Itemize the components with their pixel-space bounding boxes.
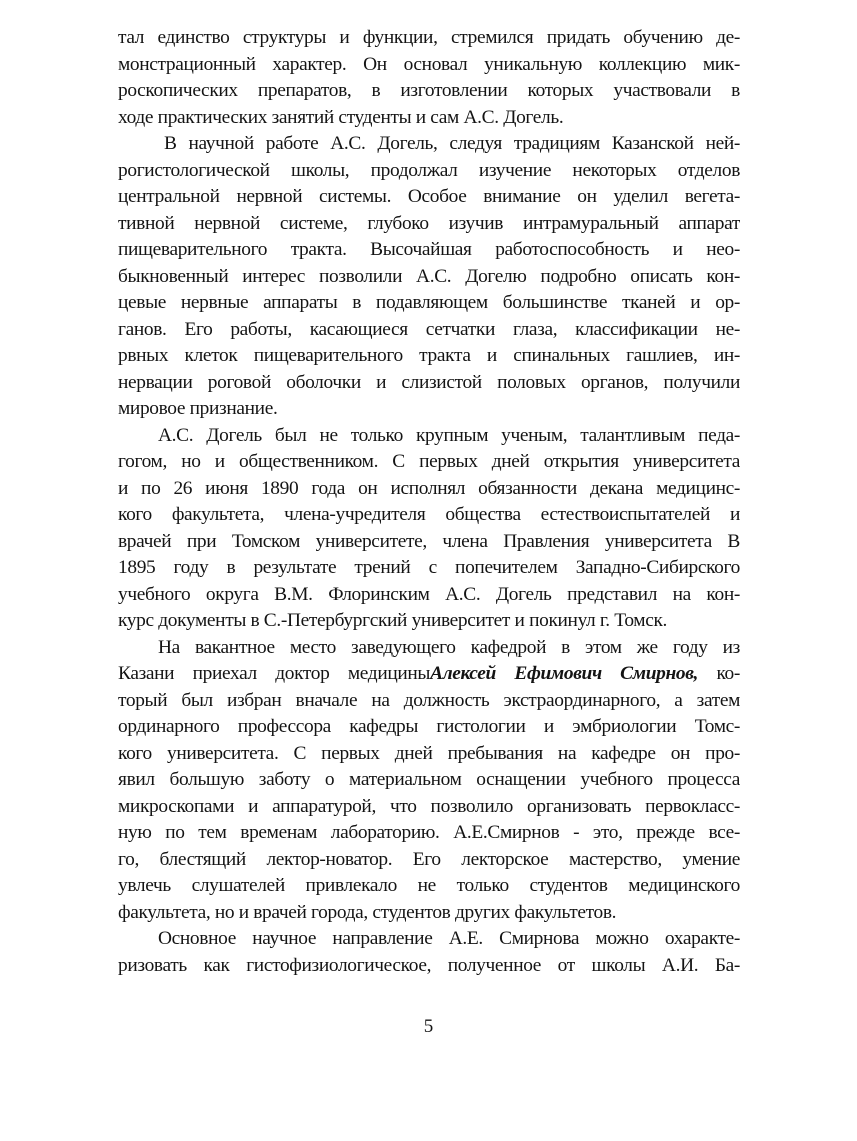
- text-line: пищеварительного тракта. Высочайшая работоспособность и нео-: [118, 239, 740, 260]
- text-line: курс документы в С.-Петербургский университет и покинул г. Томск.: [118, 610, 668, 631]
- text-line: роскопических препаратов, в изготовлении которых участвовали в: [118, 80, 740, 101]
- text-line: го, блестящий лектор-новатор. Его лекторское мастерство, умение: [118, 848, 740, 870]
- text-line-with-name: [118, 661, 740, 688]
- text-line: На вакантное место заведующего кафедрой в этом же году из: [158, 636, 740, 658]
- text-line: Основное научное направление А.Е. Смирнова можно охаракте-: [158, 928, 740, 949]
- text-line: кого университета. С первых дней пребывания на кафедре он про-: [118, 742, 740, 764]
- text-line: А.С. Догель был не только крупным ученым, талантливым педа-: [158, 424, 740, 446]
- text-line: явил большую заботу о материальном оснащении учебного процесса: [118, 769, 740, 790]
- text-line: ходе практических занятий студенты и сам А.С. Догель.: [118, 106, 564, 128]
- text-fragment: ко-: [698, 663, 740, 684]
- text-line: нервации роговой оболочки и слизистой половых органов, получили: [118, 371, 740, 393]
- person-name-emphasis: Алексей Ефимович Смирнов,: [430, 663, 699, 684]
- text-line: врачей при Томском университете, члена Правления университета В: [118, 530, 740, 552]
- text-line: и по 26 июня 1890 года он исполнял обязанности декана медицинс-: [118, 477, 740, 499]
- text-line: 1895 году в результате трений с попечителем Западно-Сибирского: [118, 557, 740, 578]
- text-line: микроскопами и аппаратурой, что позволило организовать первокласс-: [118, 795, 740, 817]
- text-line: В научной работе А.С. Догель, следуя традициям Казанской ней-: [164, 133, 740, 154]
- text-line: рвных клеток пищеварительного тракта и спинальных гашлиев, ин-: [118, 345, 740, 366]
- text-line: учебного округа В.М. Флоринским А.С. Догель представил на кон-: [118, 583, 740, 605]
- text-line: кого факультета, члена-учредителя общества естествоиспытателей и: [118, 504, 740, 525]
- text-line: мировое признание.: [118, 398, 278, 419]
- text-line: увлечь слушателей привлекало не только студентов медицинского: [118, 875, 740, 896]
- text-line: торый был избран вначале на должность экстраординарного, а затем: [118, 689, 740, 711]
- text-line: цевые нервные аппараты в подавляющем большинстве тканей и ор-: [118, 292, 740, 313]
- text-line: факультета, но и врачей города, студентов других факультетов.: [118, 901, 617, 923]
- text-line: центральной нервной системы. Особое внимание он уделил вегета-: [118, 186, 740, 207]
- page-number: 5: [423, 1016, 434, 1037]
- text-line: быкновенный интерес позволили А.С. Догелю подробно описать кон-: [118, 265, 740, 287]
- text-line: ординарного профессора кафедры гистологии и эмбриологии Томс-: [118, 716, 740, 737]
- text-line: монстрационный характер. Он основал уникальную коллекцию мик-: [118, 53, 740, 75]
- text-line: тивной нервной системе, глубоко изучив интрамуральный аппарат: [118, 212, 740, 234]
- text-line: ганов. Его работы, касающиеся сетчатки глаза, классификации не-: [118, 318, 740, 340]
- document-body: [118, 25, 740, 979]
- text-fragment: Казани приехал доктор медицины: [118, 663, 431, 684]
- text-line: ную по тем временам лабораторию. А.Е.Смирнов - это, прежде все-: [118, 822, 740, 843]
- text-line: рогистологической школы, продолжал изучение некоторых отделов: [118, 159, 740, 181]
- text-line: ризовать как гистофизиологическое, полученное от школы А.И. Ба-: [118, 954, 740, 976]
- text-line: тал единство структуры и функции, стремился придать обучению де-: [118, 27, 740, 48]
- text-line: гогом, но и общественником. С первых дней открытия университета: [118, 451, 740, 472]
